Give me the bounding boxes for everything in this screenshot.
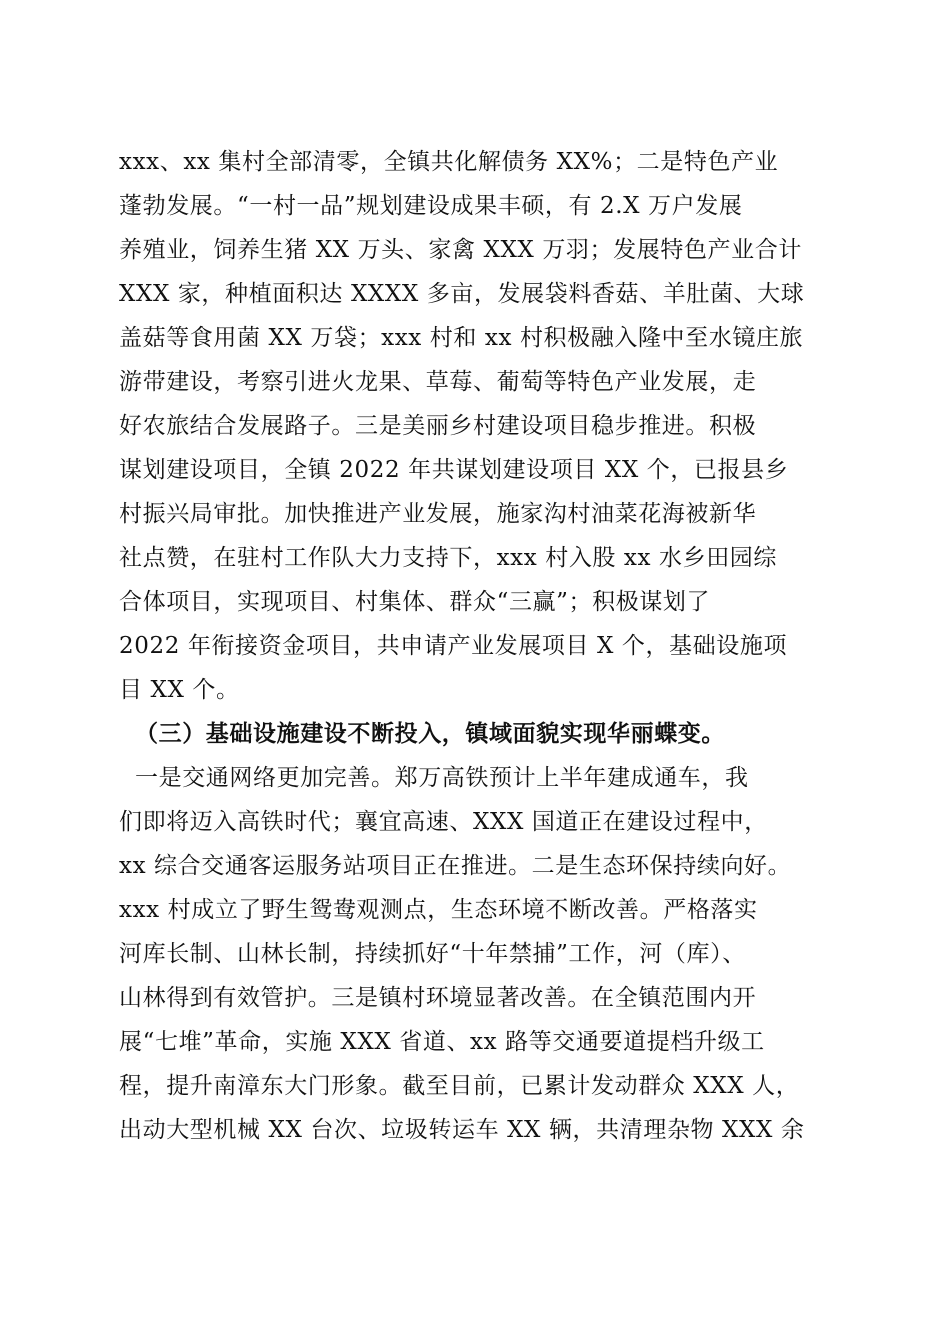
text-line: XXX 家，种植面积达 XXXX 多亩，发展袋料香菇、羊肚菌、大球: [119, 281, 805, 307]
text-line: xxx 村成立了野生鸳鸯观测点，生态环境不断改善。严格落实: [119, 897, 758, 923]
text-line: xx 综合交通客运服务站项目正在推进。二是生态环保持续向好。: [119, 853, 792, 879]
text-line: xxx、xx 集村全部清零，全镇共化解债务 XX%；二是特色产业: [119, 149, 779, 175]
text-line: 好农旅结合发展路子。三是美丽乡村建设项目稳步推进。积极: [119, 413, 757, 439]
text-line: 谋划建设项目，全镇 2022 年共谋划建设项目 XX 个，已报县乡: [119, 457, 789, 483]
section-heading: （三）基础设施建设不断投入，镇域面貌实现华丽蝶变。: [135, 720, 725, 747]
text-line: 村振兴局审批。加快推进产业发展，施家沟村油菜花海被新华: [119, 501, 757, 527]
text-line: 程，提升南漳东大门形象。截至目前，已累计发动群众 XXX 人，: [119, 1073, 800, 1099]
text-line: 一是交通网络更加完善。郑万高铁预计上半年建成通车，我: [135, 765, 749, 791]
text-line: 盖菇等食用菌 XX 万袋；xxx 村和 xx 村积极融入隆中至水镜庄旅: [119, 325, 804, 351]
text-line: 河库长制、山林长制，持续抓好“十年禁捕”工作，河（库）、: [119, 941, 746, 967]
text-line: 目 XX 个。: [119, 677, 240, 703]
text-line: 养殖业，饲养生猪 XX 万头、家禽 XXX 万羽；发展特色产业合计: [119, 237, 802, 263]
text-line: 展“七堆”革命，实施 XXX 省道、xx 路等交通要道提档升级工: [119, 1029, 765, 1055]
text-line: 2022 年衔接资金项目，共申请产业发展项目 X 个，基础设施项: [119, 633, 788, 659]
text-line: 山林得到有效管护。三是镇村环境显著改善。在全镇范围内开: [119, 985, 757, 1011]
text-line: 蓬勃发展。“一村一品”规划建设成果丰硕，有 2.X 万户发展: [119, 193, 743, 219]
text-line: 游带建设，考察引进火龙果、草莓、葡萄等特色产业发展，走: [119, 369, 757, 395]
text-line: 社点赞，在驻村工作队大力支持下，xxx 村入股 xx 水乡田园综: [119, 545, 777, 571]
text-line: 出动大型机械 XX 台次、垃圾转运车 XX 辆，共清理杂物 XXX 余: [119, 1117, 805, 1143]
text-line: 合体项目，实现项目、村集体、群众“三赢”；积极谋划了: [119, 589, 711, 615]
text-line: 们即将迈入高铁时代；襄宜高速、XXX 国道正在建设过程中，: [119, 809, 768, 835]
